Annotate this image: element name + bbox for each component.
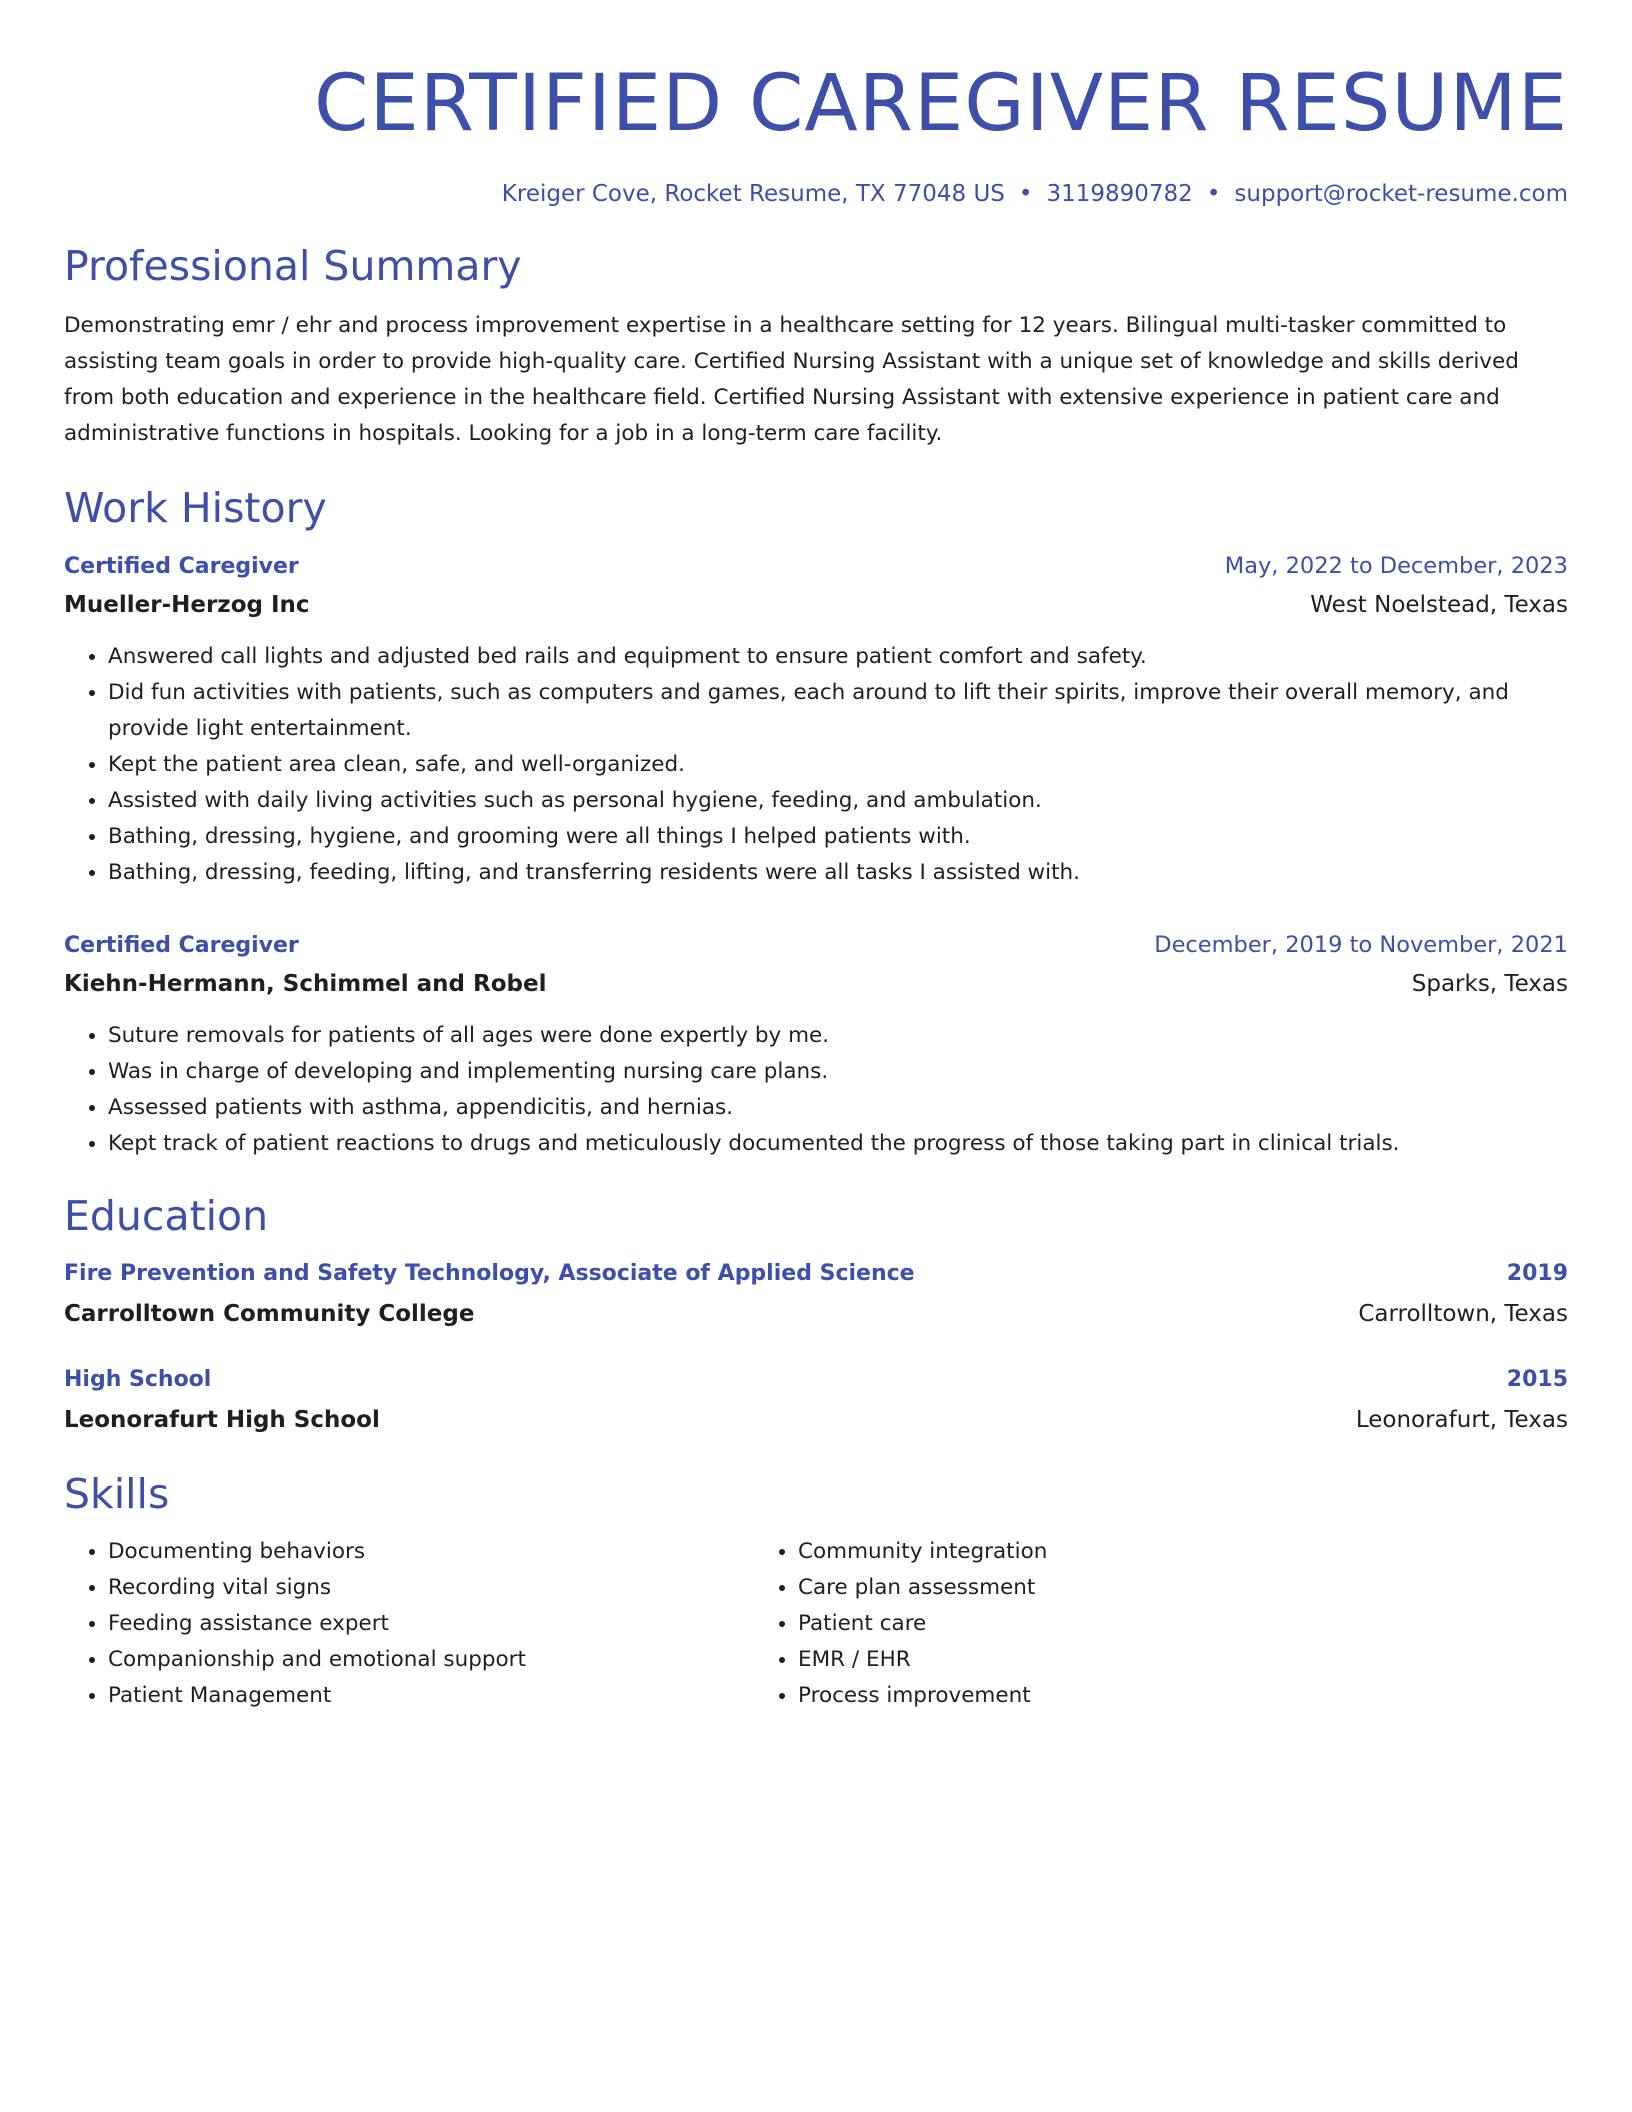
skill-item: • Recording vital signs [108, 1570, 754, 1606]
job-company: Kiehn-Hermann, Schimmel and Robel [64, 971, 547, 997]
job-role: Certified Caregiver [64, 554, 299, 579]
job-entry [64, 927, 1568, 1162]
skills-column [754, 1534, 1444, 1714]
work-history-heading: Work History [64, 484, 327, 532]
skill-item: • Community integration [798, 1534, 1444, 1570]
skills-column [64, 1534, 754, 1714]
job-dates: May, 2022 to December, 2023 [1224, 553, 1568, 579]
job-dates: December, 2019 to November, 2021 [1154, 932, 1568, 958]
resume-title: CERTIFIED CAREGIVER RESUME [314, 59, 1568, 149]
job-company-row [64, 585, 1568, 625]
skill-item: • Documenting behaviors [108, 1534, 754, 1570]
job-duty: • Kept the patient area clean, safe, and well-organized. [108, 747, 1568, 783]
job-duties-list [64, 1018, 1568, 1162]
contact-separator: • [1018, 181, 1033, 207]
job-duty: • Bathing, dressing, feeding, lifting, and transferring residents were all tasks I assisted with. [108, 855, 1568, 891]
skills-list [64, 1534, 1568, 1714]
skills-heading: Skills [64, 1470, 170, 1518]
education-header-row [64, 1362, 1568, 1398]
education-location: Leonorafurt, Texas [1355, 1407, 1568, 1433]
skill-item: • Care plan assessment [798, 1570, 1444, 1606]
job-location: Sparks, Texas [1411, 971, 1568, 997]
job-duties-list [64, 639, 1568, 891]
job-duty: • Assisted with daily living activities such as personal hygiene, feeding, and ambulation. [108, 783, 1568, 819]
skill-item: • Feeding assistance expert [108, 1606, 754, 1642]
education-degree: High School [64, 1367, 212, 1392]
education-degree: Fire Prevention and Safety Technology, Associate of Applied Science [64, 1261, 915, 1286]
job-duty: • Did fun activities with patients, such as computers and games, each around to lift their spirits, improve their overall memory, and provide light entertainment. [108, 675, 1568, 747]
skill-item: • Process improvement [798, 1678, 1444, 1714]
job-location: West Noelstead, Texas [1310, 592, 1568, 618]
contact-email[interactable]: support@rocket-resume.com [1234, 181, 1568, 207]
job-duty: • Was in charge of developing and implementing nursing care plans. [108, 1054, 1568, 1090]
summary-text: Demonstrating emr / ehr and process improvement expertise in a healthcare setting for 12 years. Bilingual multi-tasker committed to assisting team goals in order to provide high-quality care. Certified Nursing Assistant with a unique set of knowledge and skills derived from both education and experience in the healthcare field. Certified Nursing Assistant with extensive experience in patient care and administrative functions in hospitals. Looking for a job in a long-term care facility. [64, 313, 1519, 446]
summary-heading: Professional Summary [64, 242, 522, 290]
skill-item: • Companionship and emotional support [108, 1642, 754, 1678]
job-duty: • Suture removals for patients of all ages were done expertly by me. [108, 1018, 1568, 1054]
education-entry [64, 1256, 1568, 1336]
education-school: Carrolltown Community College [64, 1301, 475, 1327]
education-year: 2019 [1506, 1261, 1568, 1286]
job-duty: • Assessed patients with asthma, appendicitis, and hernias. [108, 1090, 1568, 1126]
education-header-row [64, 1256, 1568, 1292]
contact-address: Kreiger Cove, Rocket Resume, TX 77048 US [501, 181, 1005, 207]
education-heading: Education [64, 1192, 269, 1240]
job-company: Mueller-Herzog Inc [64, 592, 310, 618]
job-entry [64, 548, 1568, 891]
job-header-row [64, 548, 1568, 585]
education-school: Leonorafurt High School [64, 1407, 380, 1433]
job-duty: • Bathing, dressing, hygiene, and grooming were all things I helped patients with. [108, 819, 1568, 855]
contact-separator: • [1206, 181, 1221, 207]
job-header-row [64, 927, 1568, 964]
job-role: Certified Caregiver [64, 933, 299, 958]
contact-line [64, 178, 1568, 210]
education-entry [64, 1362, 1568, 1442]
education-school-row [64, 1398, 1568, 1442]
education-year: 2015 [1506, 1367, 1568, 1392]
skill-item: • Patient Management [108, 1678, 754, 1714]
job-duty: • Answered call lights and adjusted bed rails and equipment to ensure patient comfort and safety. [108, 639, 1568, 675]
education-school-row [64, 1292, 1568, 1336]
job-duty: • Kept track of patient reactions to drugs and meticulously documented the progress of those taking part in clinical trials. [108, 1126, 1568, 1162]
education-location: Carrolltown, Texas [1358, 1301, 1568, 1327]
contact-phone: 3119890782 [1046, 181, 1193, 207]
skill-item: • EMR / EHR [798, 1642, 1444, 1678]
job-company-row [64, 964, 1568, 1004]
skill-item: • Patient care [798, 1606, 1444, 1642]
